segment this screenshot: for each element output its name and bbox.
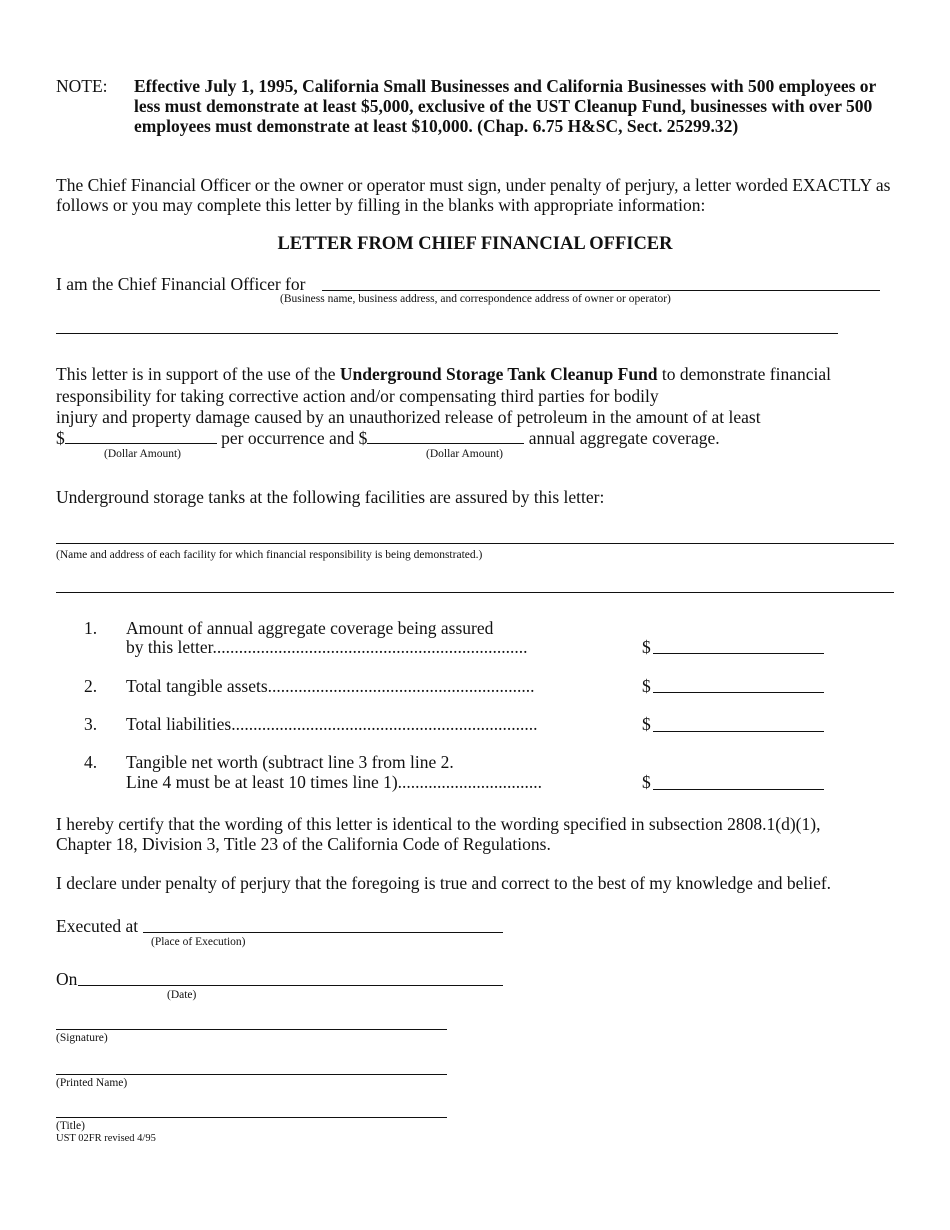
item-2-number: 2.: [84, 676, 98, 696]
item-3-dollar: $: [642, 714, 651, 734]
certify-line-1: I hereby certify that the wording of this letter is identical to the wording specified in subsection 2808.1(d)(1),: [56, 814, 821, 834]
per-occurrence-caption: (Dollar Amount): [104, 448, 181, 460]
certify-line-2: Chapter 18, Division 3, Title 23 of the California Code of Regulations.: [56, 834, 551, 854]
facilities-intro: Underground storage tanks at the following facilities are assured by this letter:: [56, 487, 605, 507]
cleanup-fund-name: Underground Storage Tank Cleanup Fund: [339, 364, 658, 384]
date-caption: (Date): [167, 989, 197, 1001]
title-caption: (Title): [56, 1120, 85, 1132]
place-of-execution-caption: (Place of Execution): [151, 936, 246, 948]
business-address-field[interactable]: [56, 333, 838, 334]
on-label: On: [56, 969, 78, 989]
form-id: UST 02FR revised 4/95: [56, 1133, 156, 1144]
item-4-number: 4.: [84, 752, 98, 772]
item-4-text-2: Line 4 must be at least 10 times line 1).................................: [126, 772, 543, 792]
support-line-3: injury and property damage caused by an unauthorized release of petroleum in the amount of at least: [56, 407, 761, 427]
item-1-number: 1.: [84, 618, 98, 638]
item-2-amount-field[interactable]: [653, 692, 824, 693]
note-label: NOTE:: [56, 76, 108, 96]
item-1-amount-field[interactable]: [653, 653, 824, 654]
item-1-dollar: $: [642, 637, 651, 657]
item-3-number: 3.: [84, 714, 98, 734]
cfo-label: I am the Chief Financial Officer for: [56, 274, 306, 294]
annual-aggregate-amount-field[interactable]: [367, 428, 524, 444]
executed-label: Executed at: [56, 916, 139, 936]
place-of-execution-field[interactable]: [143, 932, 503, 933]
title-field[interactable]: [56, 1117, 447, 1118]
item-2-dollar: $: [642, 676, 651, 696]
item-4-amount-field[interactable]: [653, 789, 824, 790]
signature-caption: (Signature): [56, 1032, 108, 1044]
facilities-caption: (Name and address of each facility for which financial responsibility is being demonstrated.): [56, 549, 483, 561]
facility-field-2[interactable]: [56, 592, 894, 593]
item-3-text: Total liabilities......................................................................: [126, 714, 538, 734]
annual-aggregate-caption: (Dollar Amount): [426, 448, 503, 460]
signature-field[interactable]: [56, 1029, 447, 1030]
item-4-dollar: $: [642, 772, 651, 792]
per-occurrence-amount-field[interactable]: [65, 428, 217, 444]
support-line-4: $ per occurrence and $ annual aggregate coverage.: [56, 428, 720, 448]
printed-name-caption: (Printed Name): [56, 1077, 128, 1089]
item-3-amount-field[interactable]: [653, 731, 824, 732]
note-text: Effective July 1, 1995, California Small Businesses and California Businesses with 500 employees or less must demonstrate at least $5,000, exclusive of the UST Cleanup Fund, businesses with over 500 employees must demonstrate at least $10,000. (Chap. 6.75 H&SC, Sect. 25299.32): [134, 76, 876, 136]
support-line-1: This letter is in support of the use of the Underground Storage Tank Cleanup Fund to demonstrate financial: [56, 364, 832, 384]
business-name-caption: (Business name, business address, and correspondence address of owner or operator): [280, 293, 671, 305]
intro-paragraph: The Chief Financial Officer or the owner or operator must sign, under penalty of perjury, a letter worded EXACTLY as follows or you may complete this letter by filling in the blanks with appropriate information:: [56, 175, 891, 215]
item-1-text-1: Amount of annual aggregate coverage being assured: [126, 618, 494, 638]
letter-title: LETTER FROM CHIEF FINANCIAL OFFICER: [277, 234, 673, 254]
printed-name-field[interactable]: [56, 1074, 447, 1075]
declaration: I declare under penalty of perjury that the foregoing is true and correct to the best of my knowledge and belief.: [56, 873, 832, 893]
item-1-text-2: by this letter........................................................................: [126, 637, 528, 657]
facility-field-1[interactable]: [56, 543, 894, 544]
item-4-text-1: Tangible net worth (subtract line 3 from line 2.: [126, 752, 454, 772]
business-name-field[interactable]: [322, 290, 880, 291]
item-2-text: Total tangible assets.............................................................: [126, 676, 535, 696]
support-line-2: responsibility for taking corrective action and/or compensating third parties for bodily: [56, 386, 659, 406]
date-field[interactable]: [78, 985, 503, 986]
